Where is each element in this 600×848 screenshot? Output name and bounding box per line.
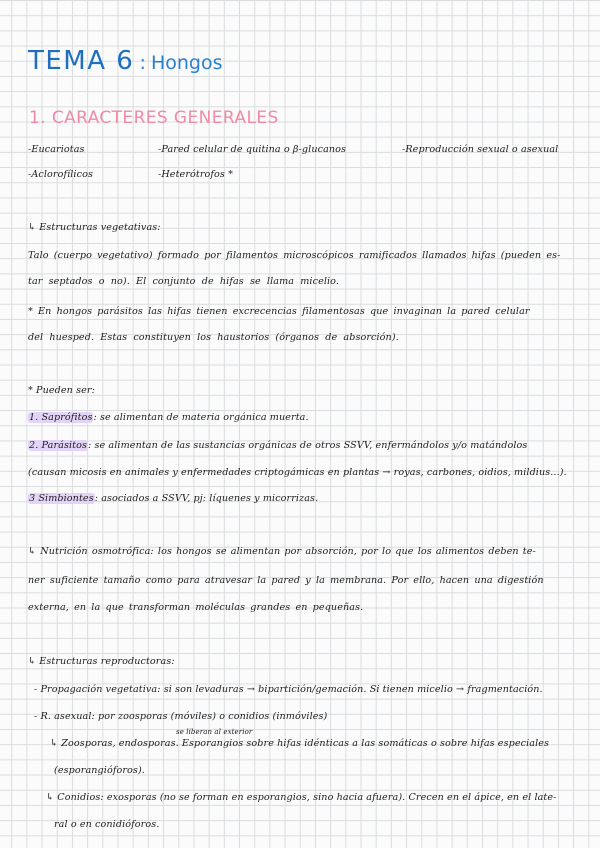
simbiontes-label: 3 Simbiontes [29, 493, 94, 504]
reproductive-title: ↳ Estructuras reproductoras: [28, 656, 175, 667]
section-heading: 1. CARACTERES GENERALES [29, 108, 279, 128]
vegetative-title: ↳ Estructuras vegetativas: [28, 222, 161, 233]
char-heterotrofos: -Heterótrofos * [158, 169, 233, 180]
char-aclorofilicos: -Aclorofílicos [28, 169, 93, 180]
char-reproduccion: -Reproducción sexual o asexual [402, 144, 559, 155]
char-pared-celular: -Pared celular de quitina o β-glucanos [158, 144, 347, 155]
parasitos-label: 2. Parásitos [29, 440, 87, 451]
nutrition-line1: ↳ Nutrición osmotrófica: los hongos se alimentan por absorción, por lo que los alimentos deben te- [28, 546, 536, 557]
vegetative-line4: del huesped. Estas constituyen los haustorios (órganos de absorción). [28, 332, 399, 343]
parasitos-text: : se alimentan de las sustancias orgánicas de otros SSVV, enfermándolos y/o matándolos [88, 440, 528, 451]
nutrition-line3: externa, en la que transforman moléculas grandes en pequeñas. [28, 602, 364, 613]
saprofitos-label: 1. Saprófitos [29, 412, 93, 423]
reproductive-note: se liberan al exterior [176, 728, 253, 736]
type-saprofitos [28, 412, 309, 424]
parasitos-text-2: (causan micosis en animales y enfermedades criptogámicas en plantas → royas, carbones, oidios, mildius...). [28, 467, 567, 478]
type-parasitos [28, 440, 527, 452]
vegetative-line2: tar septados o no). El conjunto de hifas se llama micelio. [28, 276, 340, 287]
title-separator: : [139, 52, 146, 74]
simbiontes-text: : asociados a SSVV, pj: líquenes y micorrizas. [94, 493, 319, 504]
type-simbiontes [28, 493, 318, 505]
zoosporas-line2: (esporangióforos). [54, 765, 145, 776]
types-title: * Pueden ser: [28, 385, 95, 396]
reproductive-asexual: - R. asexual: por zoosporas (móviles) o conidios (inmóviles) [34, 711, 328, 722]
conidios-line2: ral o en conidióforos. [54, 819, 160, 830]
title-subject: Hongos [150, 52, 223, 74]
nutrition-line2: ner suficiente tamaño como para atravesar la pared y la membrana. Por ello, hacen una digestión [28, 575, 544, 586]
char-eucariotas: -Eucariotas [28, 144, 85, 155]
conidios-line1: ↳ Conidios: exosporas (no se forman en esporangios, sino hacia afuera). Crecen en el ápice, en el late- [46, 792, 557, 803]
zoosporas-line1: ↳ Zoosporas, endosporas. Esporangios sobre hifas idénticas a las somáticas o sobre hifas especiales [50, 738, 550, 749]
page-title [28, 46, 222, 76]
vegetative-line3: * En hongos parásitos las hifas tienen excrecencias filamentosas que invaginan la pared celular [28, 306, 530, 317]
title-main: TEMA 6 [28, 46, 135, 76]
saprofitos-text: : se alimentan de materia orgánica muerta. [93, 412, 309, 423]
reproductive-vegetative: - Propagación vegetativa: si son levaduras → bipartición/gemación. Si tienen micelio → fragmentación. [34, 684, 543, 695]
vegetative-line1: Talo (cuerpo vegetativo) formado por filamentos microscópicos ramificados llamados hifas (pueden es- [28, 250, 561, 261]
